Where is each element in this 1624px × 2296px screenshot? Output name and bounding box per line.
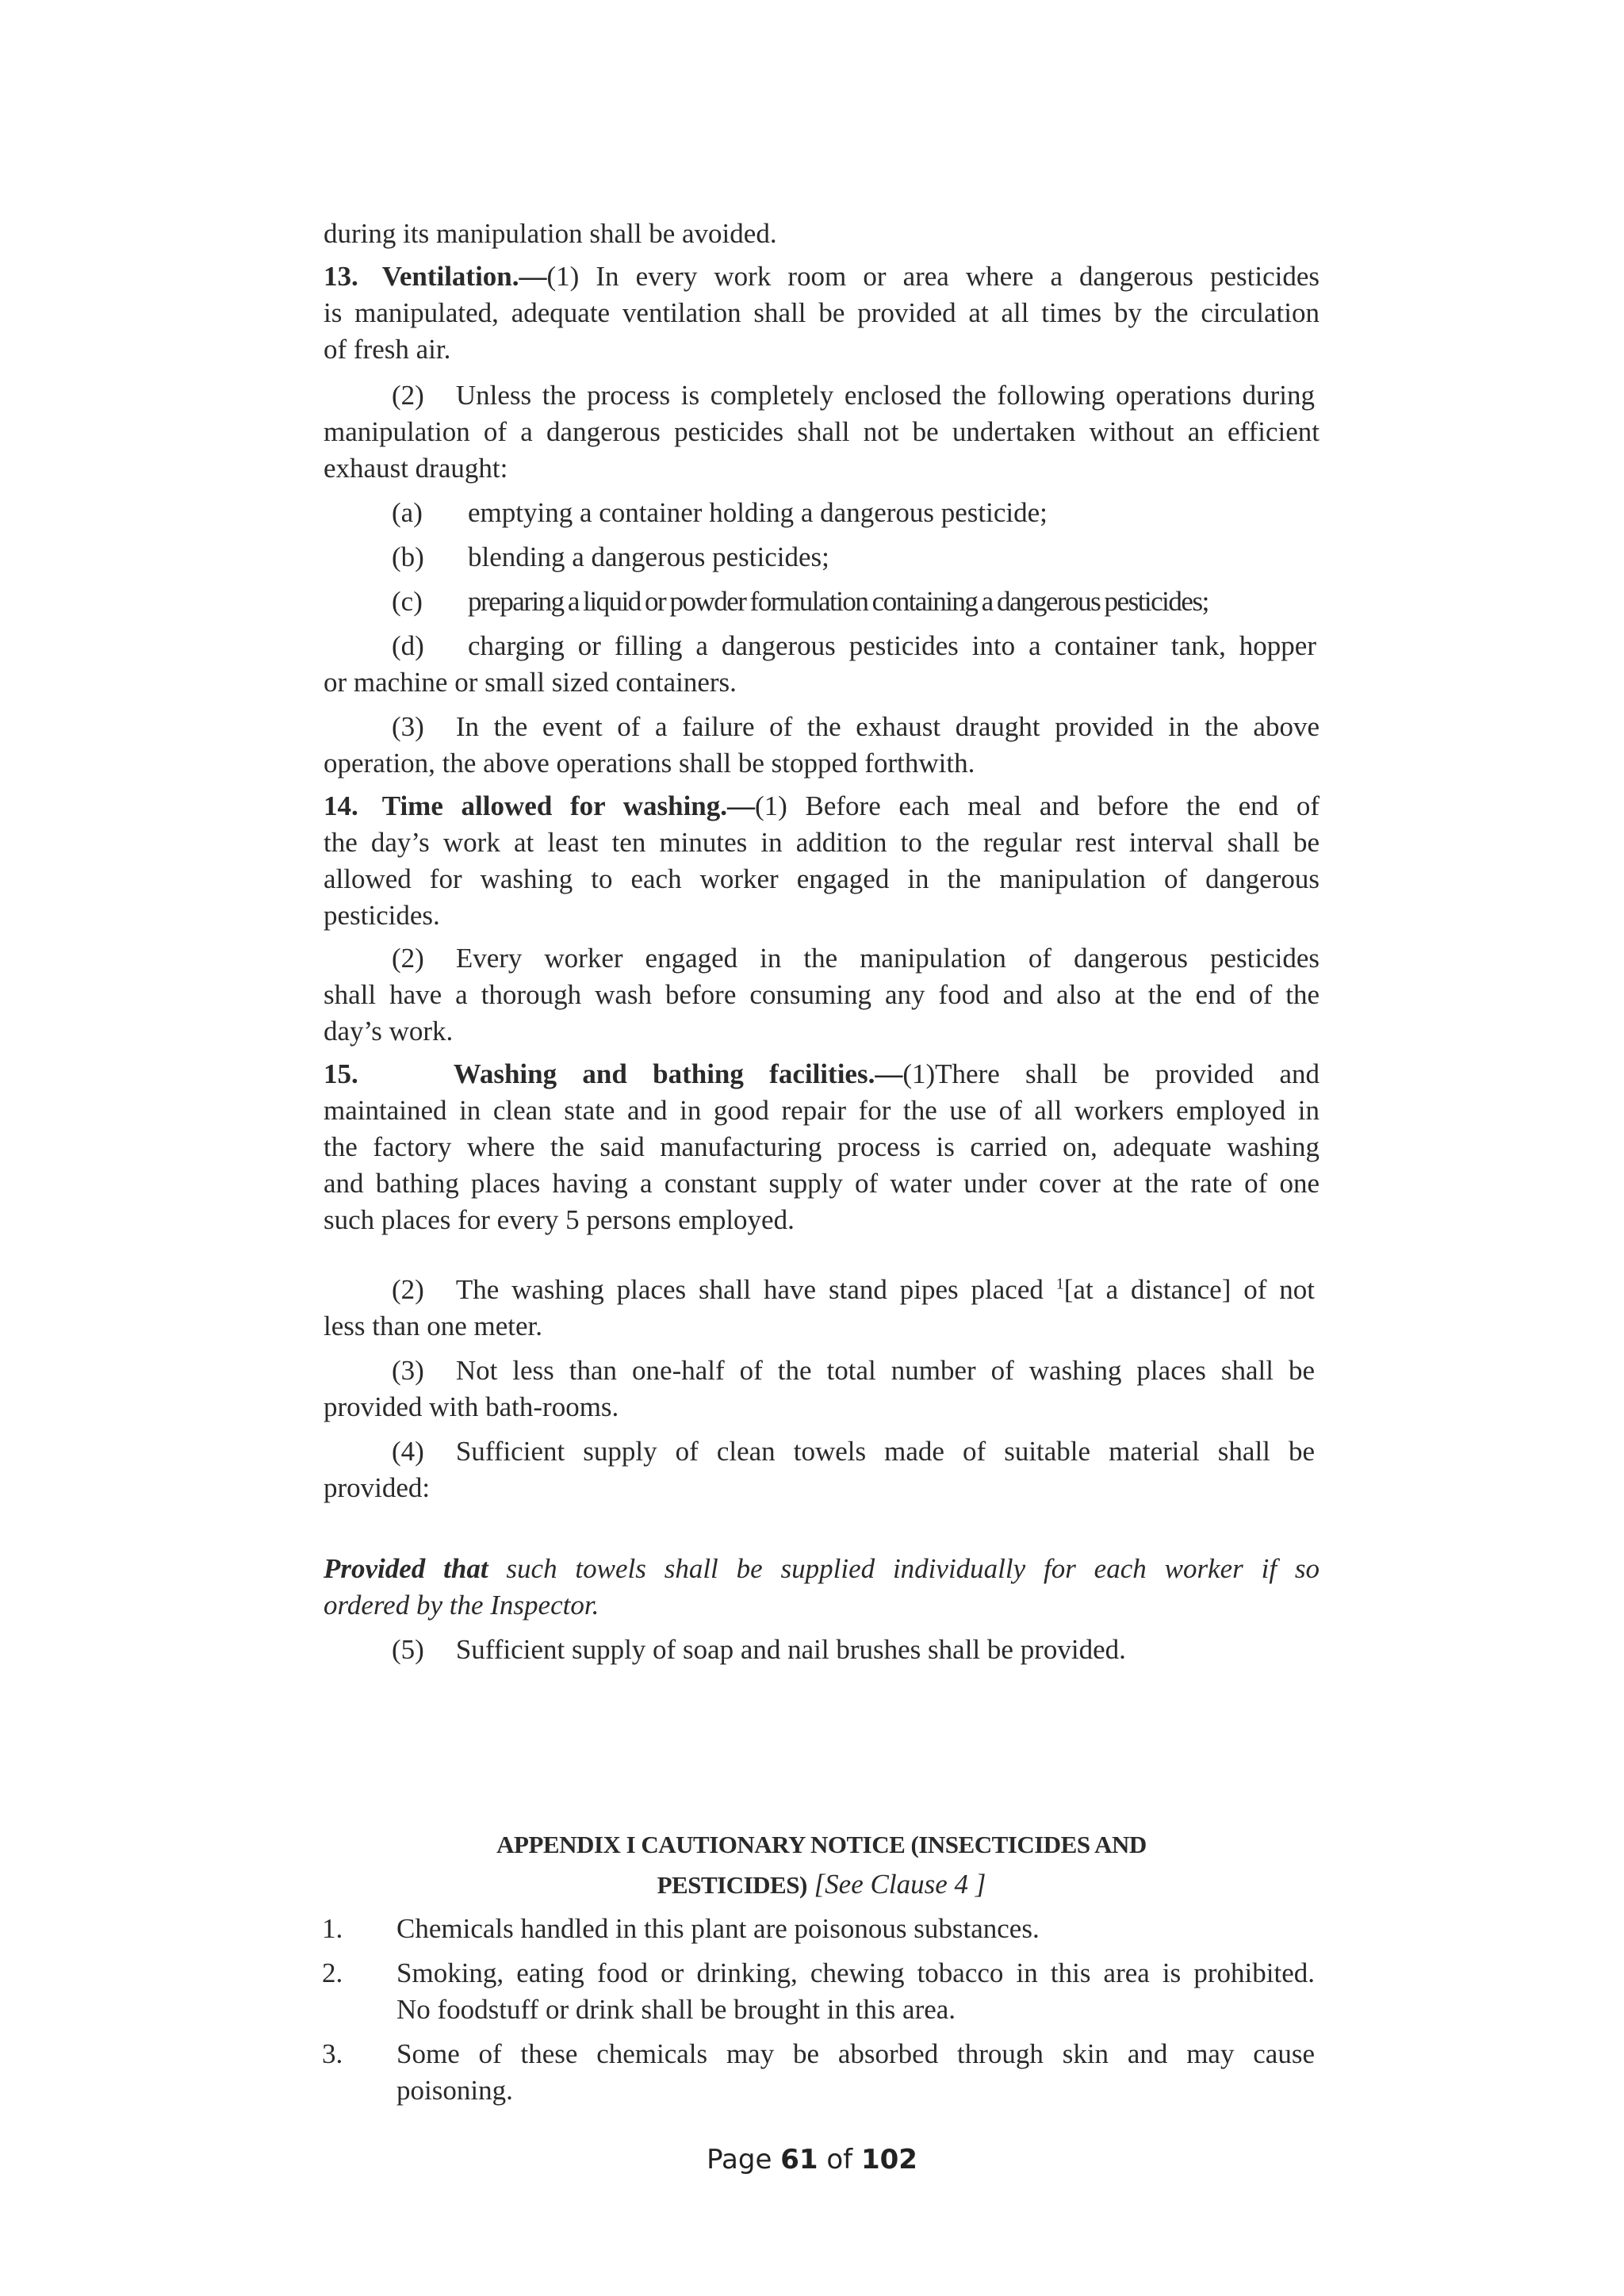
current-page-number: 61 — [780, 2144, 818, 2175]
list-item-c-text — [468, 584, 1320, 620]
item-label: (a) — [392, 497, 423, 528]
text: provided: — [324, 1472, 431, 1503]
proviso-label: Provided that — [324, 1553, 488, 1584]
appendix-item-number: 3. — [322, 2038, 343, 2069]
text: ordered by the Inspector. — [324, 1590, 599, 1621]
section-title: Ventilation.— — [381, 261, 547, 292]
section-number: 15. — [324, 1058, 358, 1089]
text: pesticides. — [324, 900, 440, 931]
paragraph-line — [324, 414, 1320, 450]
subclause-line — [392, 377, 1315, 414]
text: PESTICIDES) — [657, 1871, 807, 1899]
paragraph-line — [324, 825, 1320, 861]
total-pages: 102 — [860, 2144, 917, 2175]
text: operation, the above operations shall be stopped forthwith. — [324, 748, 975, 779]
item-label: (b) — [392, 541, 424, 572]
list-item-a-text — [468, 495, 1320, 531]
paragraph-line — [324, 295, 1320, 331]
text: maintained in clean state and in good repair for the use of all workers employed in — [324, 1095, 1320, 1126]
section-title: Time allowed for washing.— — [381, 790, 756, 821]
text: APPENDIX I CAUTIONARY NOTICE (INSECTICIDES AND — [496, 1831, 1147, 1858]
text: allowed for washing to each worker engaged in the manipulation of dangerous — [324, 863, 1320, 894]
paragraph-line — [324, 216, 1320, 252]
text: manipulation of a dangerous pesticides shall not be undertaken without an efficient — [324, 416, 1320, 447]
appendix-item-number: 2. — [322, 1957, 343, 1988]
paragraph-line — [324, 1129, 1320, 1165]
subclause-line — [392, 1632, 1388, 1668]
appendix-item-text: poisoning. — [396, 2075, 513, 2106]
subclause-line — [392, 940, 1320, 977]
section-13-heading — [324, 258, 1320, 295]
clause-label: (3) — [392, 711, 424, 742]
text: provided with bath-rooms. — [324, 1391, 619, 1422]
appendix-item-number: 1. — [322, 1913, 343, 1944]
section-15-heading — [324, 1056, 1320, 1093]
text: preparing a liquid or powder formulation containing a dangerous pesticides; — [468, 586, 1208, 617]
subclause-line — [392, 1353, 1315, 1389]
paragraph-line — [324, 1165, 1320, 1202]
text: of fresh air. — [324, 334, 451, 365]
text: exhaust draught: — [324, 453, 508, 484]
appendix-item-text: Some of these chemicals may be absorbed through skin and may cause — [396, 2038, 1315, 2069]
clause-label: (2) — [392, 1274, 424, 1305]
page-label: Page — [707, 2144, 772, 2175]
page-of-label: of — [826, 2144, 853, 2175]
text: (1) Before each meal and before the end of — [755, 790, 1320, 821]
text: such places for every 5 persons employed. — [324, 1204, 795, 1235]
appendix-item-text: Smoking, eating food or drinking, chewing tobacco in this area is prohibited. — [396, 1957, 1315, 1988]
clause-label: (2) — [392, 380, 424, 411]
clause-reference: [See Clause 4 ] — [814, 1869, 986, 1900]
text: the day’s work at least ten minutes in addition to the regular rest interval shall be — [324, 827, 1320, 858]
text: emptying a container holding a dangerous pesticide; — [468, 497, 1048, 528]
subclause-line — [392, 709, 1320, 745]
text: (1) In every work room or area where a dangerous pesticides — [546, 261, 1320, 292]
section-title: Washing and bathing facilities.— — [453, 1058, 903, 1089]
proviso-line — [324, 1551, 1320, 1587]
paragraph-line — [324, 1013, 1320, 1050]
appendix-item-text: No foodstuff or drink shall be brought in this area. — [396, 1994, 956, 2025]
text: Sufficient supply of clean towels made of suitable material shall be — [455, 1436, 1315, 1467]
text: (1)There shall be provided and — [902, 1058, 1320, 1089]
clause-label: (5) — [392, 1634, 424, 1665]
page-footer — [0, 2144, 1624, 2175]
text: less than one meter. — [324, 1311, 543, 1341]
paragraph-line — [324, 1093, 1320, 1129]
text: shall have a thorough wash before consuming any food and also at the end of the — [324, 979, 1320, 1010]
text: Unless the process is completely enclosed the following operations during — [455, 380, 1315, 411]
section-number: 14. — [324, 790, 358, 821]
text: The washing places shall have stand pipes placed — [455, 1274, 1044, 1305]
paragraph-line — [324, 897, 1320, 934]
clause-label: (2) — [392, 943, 424, 974]
item-label: (c) — [392, 586, 423, 617]
paragraph-line — [324, 745, 1320, 782]
paragraph-line — [324, 331, 1320, 368]
text: day’s work. — [324, 1016, 454, 1047]
text: during its manipulation shall be avoided. — [324, 218, 777, 249]
subclause-line — [392, 1433, 1315, 1470]
paragraph-line — [324, 450, 1320, 487]
list-item-b-text — [468, 539, 1320, 576]
text: such towels shall be supplied individually for each worker if so — [506, 1553, 1320, 1584]
clause-label: (3) — [392, 1355, 424, 1386]
text: Sufficient supply of soap and nail brushes shall be provided. — [455, 1634, 1126, 1665]
text: Not less than one-half of the total number of washing places shall be — [455, 1355, 1315, 1386]
text: is manipulated, adequate ventilation shall be provided at all times by the circulation — [324, 297, 1320, 328]
paragraph-line — [324, 664, 1320, 701]
list-item-d-text — [468, 628, 1316, 664]
text: In the event of a failure of the exhaust draught provided in the above — [455, 711, 1320, 742]
paragraph-line — [324, 977, 1320, 1013]
text: charging or filling a dangerous pesticides into a container tank, hopper — [468, 630, 1316, 661]
paragraph-line — [324, 1308, 1320, 1345]
paragraph-line — [324, 1389, 1320, 1425]
text: the factory where the said manufacturing process is carried on, adequate washing — [324, 1131, 1320, 1162]
text: Every worker engaged in the manipulation of dangerous pesticides — [455, 943, 1320, 974]
appendix-heading-line-2 — [317, 1866, 1326, 1904]
section-14-heading — [324, 788, 1320, 825]
clause-label: (4) — [392, 1436, 424, 1467]
paragraph-line — [324, 1202, 1320, 1238]
proviso-line — [324, 1587, 1320, 1624]
text: [at a distance] of not — [1063, 1274, 1316, 1305]
section-number: 13. — [324, 261, 358, 292]
paragraph-line — [324, 861, 1320, 897]
text: or machine or small sized containers. — [324, 667, 737, 698]
text: blending a dangerous pesticides; — [468, 541, 829, 572]
appendix-item-text: Chemicals handled in this plant are poisonous substances. — [396, 1913, 1040, 1944]
appendix-heading — [317, 1827, 1326, 1863]
subclause-line — [392, 1272, 1315, 1308]
paragraph-line — [324, 1470, 1320, 1506]
footnote-marker: 1 — [1055, 1275, 1064, 1293]
text: and bathing places having a constant supply of water under cover at the rate of one — [324, 1168, 1320, 1199]
item-label: (d) — [392, 630, 424, 661]
